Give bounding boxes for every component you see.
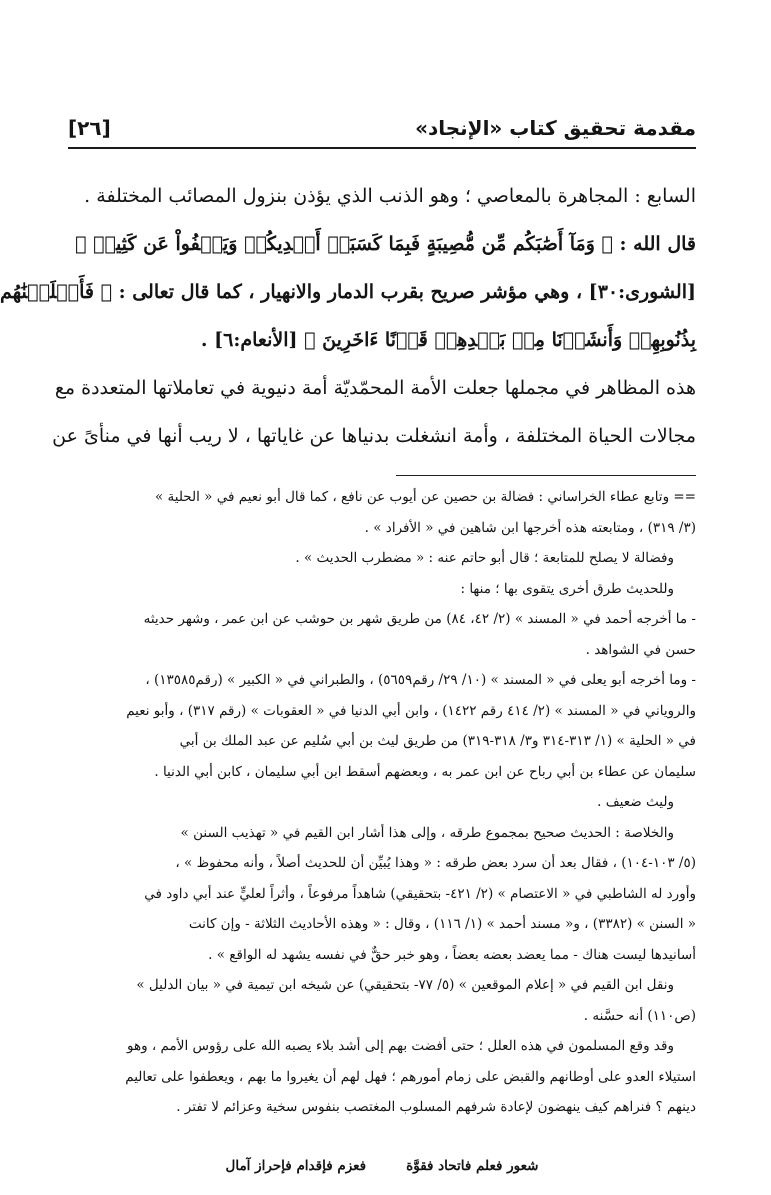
main-line: السابع : المجاهرة بالمعاصي ؛ وهو الذنب الذي يؤذن بنزول المصائب المختلفة . (84, 185, 696, 207)
footnote-line: سليمان عن عطاء بن أبي رباح عن ابن عمر به ، وبعضهم أسقط ابن أبي سليمان ، كابن أبي الدنيا . (154, 763, 696, 780)
footnote-line: دينهم ؟ فنراهم كيف ينهضون لإعادة شرفهم المسلوب المغتصب بنفوس سخية وعزائم لا تفتر . (176, 1099, 696, 1115)
footnote-line: وقد وقع المسلمون في هذه العلل ؛ حتى أفضت بهم إلى أشد بلاء يصبه الله على رؤوس الأمم ، وهو (127, 1038, 674, 1054)
main-text (0, 172, 696, 460)
footnote-line: - وما أخرجه أبو يعلى في « المسند » (١٠/ ٢٩/ رقم٥٦٥٩) ، والطبراني في « الكبير » (رقم١٣٥٨٥) ، (145, 672, 696, 688)
footnote-line: (٣/ ٣١٩) ، ومتابعته هذه أخرجها ابن شاهين في « الأفراد » . (364, 519, 696, 536)
footnote-line: في « الحلية » (١/ ٣١٣-٣١٤ و٣/ ٣١٨-٣١٩) من طريق ليث بن أبي سُليم عن عبد الملك بن أبي (179, 733, 696, 749)
footnote-line: استيلاء العدو على أوطانهم والقبض على زمام أمورهم ؛ فهل لهم أن يغيروا ما بهم ، ويعطفوا على تعاليم (125, 1068, 696, 1085)
footnote-line: وأورد له الشاطبي في « الاعتصام » (٢/ ٤٢١- بتحقيقي) شاهداً مرفوعاً ، وأثراً لعليٍّ عند أبي داود في (144, 885, 696, 902)
footnote-line: - ما أخرجه أحمد في « المسند » (٢/ ٤٢، ٨٤) من طريق شهر بن حوشب عن ابن عمر ، وشهر حديثه (143, 611, 696, 627)
footnote-line: ونقل ابن القيم في « إعلام الموقعين » (٥/ ٧٧- بتحقيقي) عن شيخه ابن تيمية في « بيان الدليل » (136, 977, 674, 993)
footnote-line: وليث ضعيف . (597, 794, 674, 810)
footnote-line: (٥/ ١٠٣-١٠٤) ، فقال بعد أن سرد بعض طرقه : « وهذا يُبيِّن أن للحديث أصلاً ، وأنه محفوظ » ، (175, 855, 696, 871)
main-line: بِذُنُوبِهِمۡ وَأَنشَأۡنَا مِنۢ بَعۡدِهِمۡ قَرۡنًا ءَاخَرِينَ ﴾ [الأنعام:٦] . (200, 329, 696, 351)
footnote-line: (ص١١٠) أنه حسَّنه . (583, 1007, 696, 1024)
footnotes (68, 482, 696, 1123)
footnote-line: « السنن » (٣٣٨٢) ، و« مسند أحمد » (١/ ١١٦) ، وقال : « وهذه الأحاديث الثلاثة - وإن كانت (188, 916, 696, 932)
footnote-line: وللحديث طرق أخرى يتقوى بها ؛ منها : (460, 580, 674, 597)
main-line: هذه المظاهر في مجملها جعلت الأمة المحمّديّة أمة دنيوية في تعاملاتها المتعددة مع (54, 377, 696, 399)
main-line: [الشورى:٣٠] ، وهي مؤشر صريح بقرب الدمار والانهيار ، كما قال تعالى : ﴿ فَأَهۡلَكۡنَٰهُم (0, 281, 696, 303)
page-number: [٢٦] (68, 116, 111, 140)
footnote-separator (396, 475, 696, 476)
poem-hemistich-left: فعزم فإقدام فإحراز آمال (225, 1158, 367, 1174)
main-line: قال الله : ﴿ وَمَآ أَصَٰبَكُم مِّن مُّصِيبَةٍ فَبِمَا كَسَبَتۡ أَيۡدِيكُمۡ وَيَعۡفُواْ عَن كَثِيرٖ ﴾ (75, 233, 696, 255)
header-rule (68, 147, 696, 149)
running-header (68, 100, 696, 140)
footnote-line: حسن في الشواهد . (585, 641, 696, 658)
page-title: مقدمة تحقيق كتاب «الإنجاد» (415, 116, 696, 140)
footnote-line: والخلاصة : الحديث صحيح بمجموع طرقه ، وإلى هذا أشار ابن القيم في « تهذيب السنن » (180, 824, 674, 841)
footnote-line: والروياني في « المسند » (٢/ ٤١٤ رقم ١٤٢٢) ، وابن أبي الدنيا في « العقوبات » (رقم ٣١٧) ، وأبو نعيم (126, 702, 696, 719)
footnote-line: وفضالة لا يصلح للمتابعة ؛ قال أبو حاتم عنه : « مضطرب الحديث » . (295, 550, 674, 566)
footnote-line: أسانيدها ليست هناك - مما يعضد بعضه بعضاً ، وهو خبر حقٌّ في نفسه يشهد له الواقع » . (208, 946, 696, 963)
main-line: مجالات الحياة المختلفة ، وأمة انشغلت بدنياها عن غاياتها ، لا ريب أنها في منأىً عن (52, 425, 696, 447)
poem-verse (68, 1151, 696, 1181)
footnote-line: == وتابع عطاء الخراساني : فضالة بن حصين عن أيوب عن نافع ، كما قال أبو نعيم في « الحلية » (154, 489, 696, 505)
poem-hemistich-right: شعور فعلم فاتحاد فقوَّة (406, 1158, 539, 1174)
